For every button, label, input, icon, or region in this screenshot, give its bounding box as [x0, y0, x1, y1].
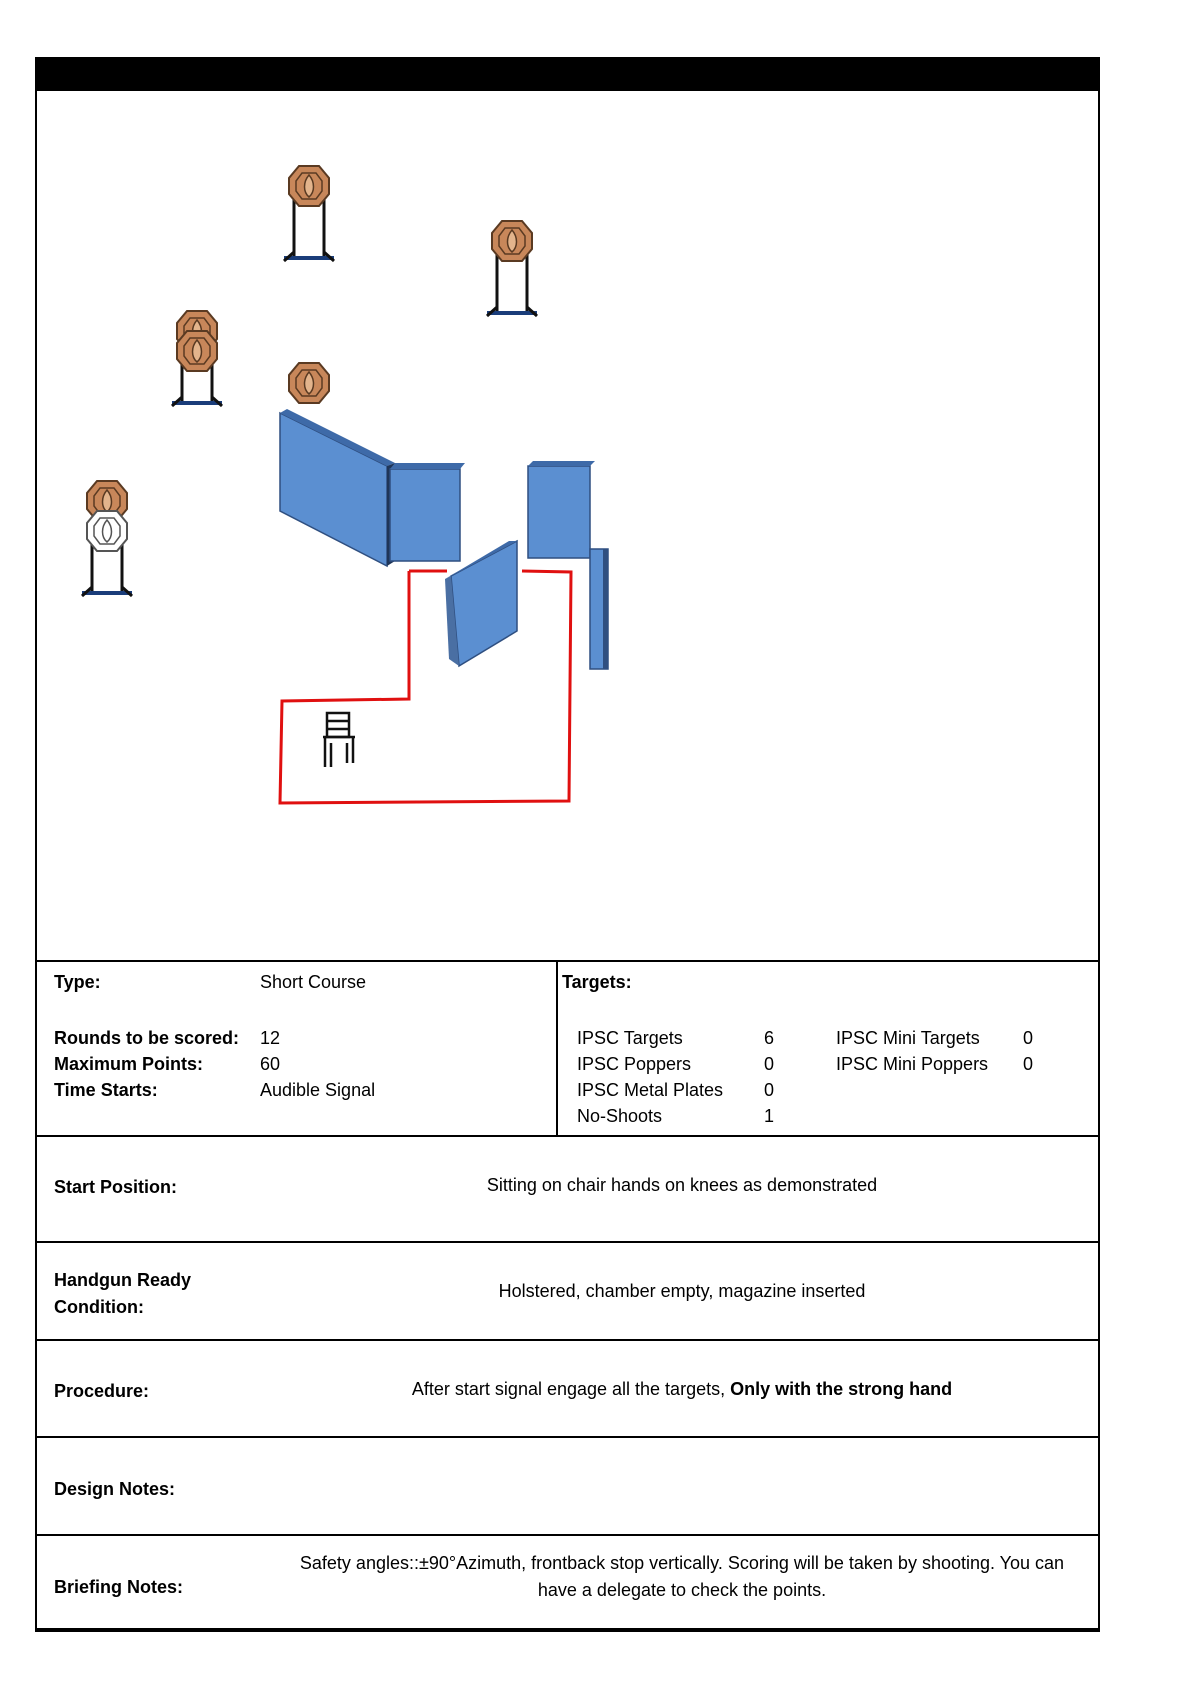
- fault-line-icon: [280, 571, 571, 803]
- wall-icon: [590, 549, 608, 669]
- target-type-label: IPSC Mini Targets: [836, 1028, 980, 1048]
- ipsc-target-icon: [284, 166, 334, 261]
- wall-icon: [528, 461, 595, 558]
- stage-sheet: [35, 57, 1100, 1632]
- wall-icon: [280, 409, 395, 566]
- divider: [37, 1436, 1098, 1438]
- ready-condition-value: Holstered, chamber empty, magazine inserted: [498, 1281, 866, 1301]
- type-label: Type:: [54, 972, 101, 992]
- briefing-notes-label: Briefing Notes:: [54, 1577, 184, 1597]
- start-position-label: Start Position:: [54, 1177, 178, 1197]
- stage-diagram: [37, 91, 1098, 961]
- ipsc-target-icon: [487, 221, 537, 316]
- procedure-label: Procedure:: [54, 1381, 150, 1401]
- target-type-count: 1: [764, 1106, 775, 1126]
- ipsc-target-icon: [289, 363, 329, 403]
- rounds-value: 12: [260, 1028, 281, 1048]
- briefing-notes-value: have a delegate to check the points.: [537, 1580, 827, 1600]
- ready-condition-label: Handgun Ready: [54, 1270, 192, 1290]
- divider: [37, 1534, 1098, 1536]
- divider: [37, 1628, 1098, 1630]
- procedure-text: After start signal engage all the targets,: [411, 1379, 731, 1399]
- design-notes-label: Design Notes:: [54, 1479, 176, 1499]
- procedure-value: [262, 1378, 1102, 1400]
- target-type-count: 0: [1023, 1028, 1034, 1048]
- start-position-value: Sitting on chair hands on knees as demonstrated: [486, 1175, 878, 1195]
- target-type-label: No-Shoots: [577, 1106, 663, 1126]
- target-type-count: 0: [1023, 1054, 1034, 1074]
- type-value: Short Course: [260, 972, 367, 992]
- points-label: Maximum Points:: [54, 1054, 204, 1074]
- target-type-label: IPSC Metal Plates: [577, 1080, 724, 1100]
- divider: [37, 960, 1098, 962]
- targets-heading: Targets:: [562, 972, 632, 992]
- chair-icon: [323, 713, 355, 767]
- divider: [37, 1135, 1098, 1137]
- divider: [37, 1339, 1098, 1341]
- no-shoot-icon: [87, 511, 127, 551]
- rounds-label: Rounds to be scored:: [54, 1028, 240, 1048]
- divider: [37, 1241, 1098, 1243]
- divider-vertical: [556, 961, 558, 1136]
- time-label: Time Starts:: [54, 1080, 158, 1100]
- ipsc-target-icon: [177, 331, 217, 371]
- target-type-label: IPSC Targets: [577, 1028, 683, 1048]
- procedure-emphasis: Only with the strong hand: [730, 1379, 953, 1399]
- header-bar: [37, 59, 1098, 91]
- target-type-label: IPSC Poppers: [577, 1054, 692, 1074]
- target-type-label: IPSC Mini Poppers: [836, 1054, 989, 1074]
- time-value: Audible Signal: [260, 1080, 376, 1100]
- target-type-count: 6: [764, 1028, 775, 1048]
- target-type-count: 0: [764, 1054, 775, 1074]
- briefing-notes-value: Safety angles::±90°Azimuth, frontback stop vertically. Scoring will be taken by shooting. You can: [299, 1553, 1065, 1573]
- points-value: 60: [260, 1054, 281, 1074]
- wall-icon: [390, 463, 465, 561]
- target-type-count: 0: [764, 1080, 775, 1100]
- ready-condition-label: Condition:: [54, 1297, 144, 1317]
